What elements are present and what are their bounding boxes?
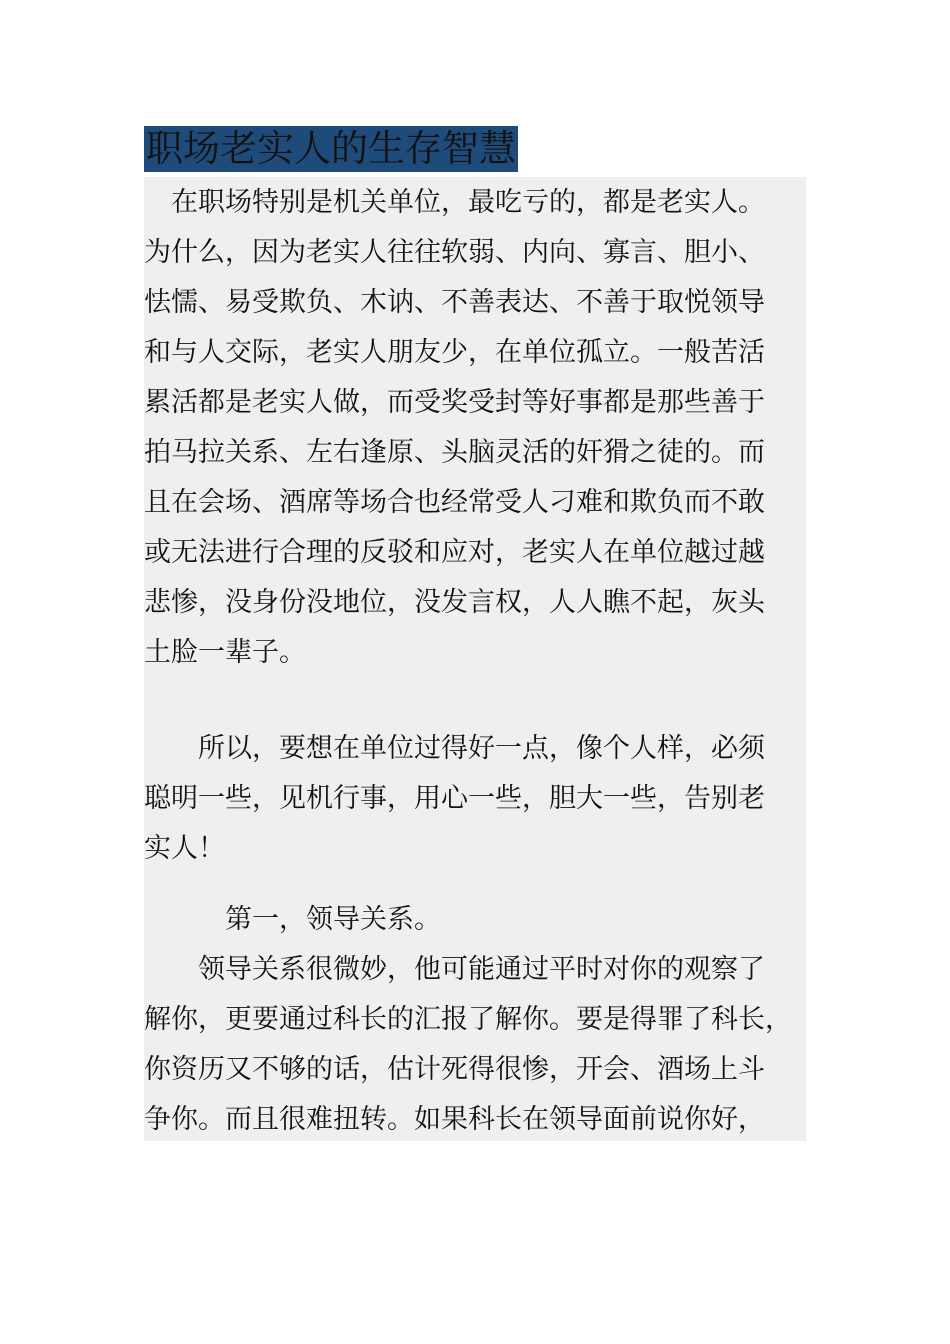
paragraph-line: 实人！ <box>144 833 225 864</box>
paragraph-line: 争你。而且很难扭转。如果科长在领导面前说你好， <box>144 1104 765 1135</box>
paragraph-line: 领导关系很微妙，他可能通过平时对你的观察了 <box>144 954 765 985</box>
paragraph-line: 为什么，因为老实人往往软弱、内向、寡言、胆小、 <box>144 237 765 268</box>
paragraph-line: 聪明一些，见机行事，用心一些，胆大一些，告别老 <box>144 783 765 814</box>
paragraph-line: 你资历又不够的话，估计死得很惨，开会、酒场上斗 <box>144 1054 765 1085</box>
paragraph-line: 和与人交际，老实人朋友少，在单位孤立。一般苦活 <box>144 337 765 368</box>
paragraph-line: 在职场特别是机关单位，最吃亏的，都是老实人。 <box>144 187 765 218</box>
document-title: 职场老实人的生存智慧 <box>146 127 516 170</box>
paragraph-line: 累活都是老实人做，而受奖受封等好事都是那些善于 <box>144 387 765 418</box>
paragraph-line: 悲惨，没身份没地位，没发言权，人人瞧不起，灰头 <box>144 587 765 618</box>
paragraph-line: 拍马拉关系、左右逢原、头脑灵活的奸猾之徒的。而 <box>144 437 765 468</box>
section-heading: 第一，领导关系。 <box>144 904 441 935</box>
paragraph-line: 或无法进行合理的反驳和应对，老实人在单位越过越 <box>144 537 765 568</box>
paragraph-line: 怯懦、易受欺负、木讷、不善表达、不善于取悦领导 <box>144 287 765 318</box>
paragraph-conclusion <box>144 696 806 873</box>
paragraph-line: 且在会场、酒席等场合也经常受人刁难和欺负而不敢 <box>144 487 765 518</box>
paragraph-line: 土脸一辈子。 <box>144 637 306 668</box>
section-leadership <box>144 873 806 1141</box>
paragraph-line: 所以，要想在单位过得好一点，像个人样，必须 <box>144 733 765 764</box>
paragraph-intro <box>144 177 806 696</box>
paragraph-line: 解你，更要通过科长的汇报了解你。要是得罪了科长， <box>144 1004 792 1035</box>
